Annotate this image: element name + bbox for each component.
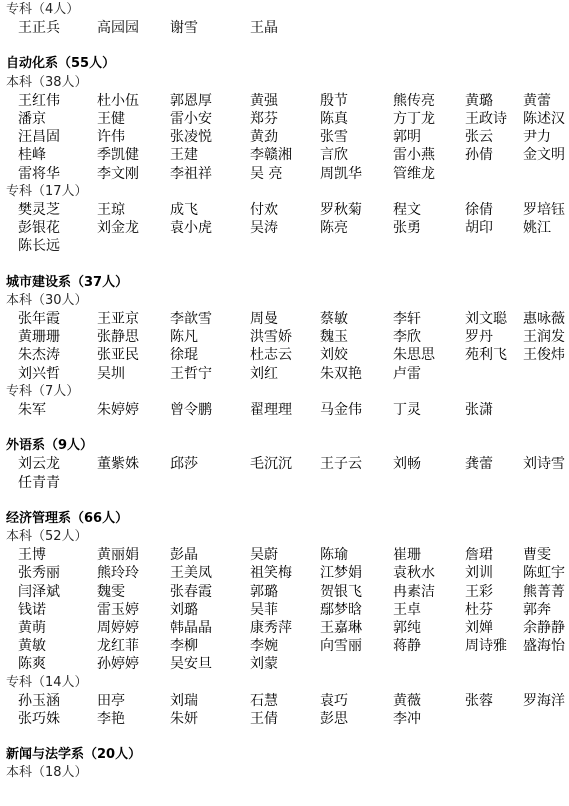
student-name: 李欣	[393, 329, 421, 346]
student-name: 雷将华	[18, 165, 60, 182]
student-name: 陈长远	[18, 238, 60, 255]
student-name: 郭璐	[250, 583, 278, 600]
student-name: 张春霞	[170, 583, 212, 600]
student-name: 刘姣	[320, 347, 348, 364]
student-name: 刘文聪	[465, 311, 507, 327]
student-name: 王嘉琳	[320, 620, 362, 636]
student-name: 崔珊	[393, 547, 421, 564]
student-name: 王卓	[393, 601, 421, 618]
student-name: 李柳	[170, 638, 198, 655]
student-name: 雷小安	[170, 111, 212, 127]
student-name: 韩晶晶	[170, 620, 212, 636]
student-name: 刘诗雪	[523, 456, 565, 473]
student-name: 樊灵芝	[18, 202, 60, 218]
student-name: 钱诺	[18, 601, 46, 618]
student-name: 王红伟	[18, 92, 60, 109]
program-label: 本科（30人）	[6, 292, 88, 308]
name-row	[0, 218, 569, 238]
student-name: 朱思思	[393, 347, 435, 364]
student-name: 郑芬	[250, 111, 278, 127]
student-name: 张潇	[465, 402, 493, 418]
student-name: 魏玉	[320, 329, 348, 346]
student-name: 金文明	[523, 147, 565, 164]
student-name: 曹雯	[523, 547, 551, 564]
student-name: 彭晶	[170, 547, 198, 564]
student-name: 王哲宁	[170, 365, 212, 382]
name-row	[0, 454, 569, 474]
student-name: 刘云龙	[18, 456, 60, 473]
student-name: 洪雪娇	[250, 329, 292, 346]
student-name: 孙倩	[465, 147, 493, 164]
student-name: 张勇	[393, 220, 421, 237]
student-name: 郭纯	[393, 620, 421, 636]
student-name: 殷节	[320, 92, 348, 109]
student-name: 翟理理	[250, 402, 292, 418]
student-name: 尹力	[523, 129, 551, 146]
program-subheading	[0, 73, 569, 93]
student-name: 李婉	[250, 638, 278, 655]
student-name: 陈爽	[18, 656, 46, 673]
student-name: 张蓉	[465, 692, 493, 709]
student-name: 李祖祥	[170, 165, 212, 182]
student-name: 吴 亮	[250, 165, 283, 182]
student-name: 张雪	[320, 129, 348, 146]
student-name: 刘婵	[465, 620, 493, 636]
student-name: 刘红	[250, 365, 278, 382]
student-name: 刘蒙	[250, 656, 278, 673]
student-name: 刘训	[465, 565, 493, 582]
student-name: 陈瑜	[320, 547, 348, 564]
program-label: 本科（38人）	[6, 74, 88, 90]
student-name: 付欢	[250, 202, 278, 218]
student-name: 李文刚	[97, 165, 139, 182]
student-name: 吴圳	[97, 365, 125, 382]
student-name: 黄强	[250, 92, 278, 109]
student-name: 丁灵	[393, 402, 421, 418]
name-row	[0, 691, 569, 711]
student-name: 张秀丽	[18, 565, 60, 582]
student-name: 卢雷	[393, 365, 421, 382]
student-name: 江梦娟	[320, 565, 362, 582]
student-name: 言欣	[320, 147, 348, 164]
student-name: 向雪丽	[320, 638, 362, 655]
student-name: 陈述汉	[523, 111, 565, 127]
name-row	[0, 600, 569, 620]
student-name: 蔡敏	[320, 311, 348, 327]
student-name: 毛沉沉	[250, 456, 292, 473]
name-row	[0, 91, 569, 111]
student-name: 罗海洋	[523, 692, 565, 709]
name-row	[0, 145, 569, 165]
student-name: 董紫姝	[97, 456, 139, 473]
program-label: 专科（17人）	[6, 183, 88, 199]
student-name: 陈亮	[320, 220, 348, 237]
student-name: 雷小燕	[393, 147, 435, 164]
name-row	[0, 327, 569, 347]
student-name: 王博	[18, 547, 46, 564]
name-row	[0, 309, 569, 329]
name-row	[0, 400, 569, 420]
student-name: 朱军	[18, 402, 46, 418]
student-name: 黄丽娟	[97, 547, 139, 564]
student-name: 徐琨	[170, 347, 198, 364]
student-name: 孙玉涵	[18, 692, 60, 709]
student-name: 黄珊珊	[18, 329, 60, 346]
name-row	[0, 200, 569, 220]
student-name: 黄薇	[393, 692, 421, 709]
program-label: 专科（7人）	[6, 383, 80, 399]
student-name: 季凯健	[97, 147, 139, 164]
student-name: 王建	[170, 147, 198, 164]
student-name: 盛海怡	[523, 638, 565, 655]
student-name: 王亚京	[97, 311, 139, 327]
name-row	[0, 473, 569, 493]
name-row	[0, 618, 569, 638]
student-name: 王美凤	[170, 565, 212, 582]
student-name: 许伟	[97, 129, 125, 146]
student-name: 蒋静	[393, 638, 421, 655]
name-row	[0, 563, 569, 583]
student-name: 刘瑞	[170, 692, 198, 709]
name-row	[0, 709, 569, 729]
name-row	[0, 345, 569, 365]
student-name: 朱杰涛	[18, 347, 60, 364]
student-name: 朱双艳	[320, 365, 362, 382]
department-title: 外语系（9人）	[6, 438, 94, 454]
department-heading	[0, 509, 569, 529]
program-subheading	[0, 382, 569, 402]
name-row	[0, 582, 569, 602]
student-name: 石慧	[250, 692, 278, 709]
student-name: 黄劲	[250, 129, 278, 146]
student-name: 吴涛	[250, 220, 278, 237]
student-name: 杜芬	[465, 601, 493, 618]
student-name: 任青青	[18, 474, 60, 491]
student-name: 黄璐	[465, 92, 493, 109]
student-name: 陈真	[320, 111, 348, 127]
student-name: 方丁龙	[393, 111, 435, 127]
student-name: 张巧姝	[18, 711, 60, 727]
student-name: 张年霞	[18, 311, 60, 327]
department-heading	[0, 273, 569, 293]
student-name: 吴蔚	[250, 547, 278, 564]
student-name: 高园园	[97, 20, 139, 37]
name-row	[0, 164, 569, 184]
student-name: 张云	[465, 129, 493, 146]
name-row	[0, 236, 569, 256]
student-name: 袁小虎	[170, 220, 212, 237]
program-label: 本科（18人）	[6, 765, 88, 781]
student-name: 惠咏薇	[523, 311, 565, 327]
student-name: 张静思	[97, 329, 139, 346]
student-name: 祖笑梅	[250, 565, 292, 582]
name-row	[0, 109, 569, 129]
name-row	[0, 18, 569, 38]
student-name: 汪昌固	[18, 129, 60, 146]
student-name: 贺银飞	[320, 583, 362, 600]
student-name: 余静静	[523, 620, 565, 636]
student-name: 熊菁菁	[523, 583, 565, 600]
program-label: 本科（52人）	[6, 529, 88, 544]
student-name: 李冲	[393, 711, 421, 727]
program-subheading	[0, 0, 569, 20]
program-label: 专科（14人）	[6, 674, 88, 690]
student-name: 吴安旦	[170, 656, 212, 673]
student-name: 周婷婷	[97, 620, 139, 636]
student-name: 曾令鹏	[170, 402, 212, 418]
student-name: 朱妍	[170, 711, 198, 727]
student-name: 苑利飞	[465, 347, 507, 364]
student-name: 罗培钰	[523, 202, 565, 218]
name-row	[0, 364, 569, 384]
student-name: 孙婷婷	[97, 656, 139, 673]
student-name: 徐倩	[465, 202, 493, 218]
student-name: 成飞	[170, 202, 198, 218]
student-name: 胡印	[465, 220, 493, 237]
student-name: 王润发	[523, 329, 565, 346]
student-name: 康秀萍	[250, 620, 292, 636]
student-name: 郭恩厚	[170, 92, 212, 109]
student-name: 李歆雪	[170, 311, 212, 327]
student-name: 程文	[393, 202, 421, 218]
student-name: 詹珺	[465, 547, 493, 564]
name-row	[0, 636, 569, 656]
department-heading	[0, 54, 569, 74]
student-name: 张亚民	[97, 347, 139, 364]
student-name: 魏雯	[97, 583, 125, 600]
student-name: 陈虹宇	[523, 565, 565, 582]
program-subheading	[0, 291, 569, 311]
student-name: 袁巧	[320, 692, 348, 709]
student-name: 王健	[97, 111, 125, 127]
student-name: 李轩	[393, 311, 421, 327]
name-row	[0, 654, 569, 674]
student-name: 李艳	[97, 711, 125, 727]
student-name: 朱婷婷	[97, 402, 139, 418]
student-name: 黄蕾	[523, 92, 551, 109]
student-name: 黄萌	[18, 620, 46, 636]
student-name: 田亭	[97, 692, 125, 709]
student-name: 王彩	[465, 583, 493, 600]
student-name: 黄敏	[18, 638, 46, 655]
student-name: 管维龙	[393, 165, 435, 182]
program-subheading	[0, 182, 569, 202]
student-name: 彭思	[320, 711, 348, 727]
student-name: 吴菲	[250, 601, 278, 618]
student-name: 杜志云	[250, 347, 292, 364]
student-name: 李赣湘	[250, 147, 292, 164]
name-row	[0, 545, 569, 565]
student-name: 闫泽斌	[18, 583, 60, 600]
department-title: 自动化系（55人）	[6, 56, 116, 72]
student-name: 邱莎	[170, 456, 198, 473]
program-subheading	[0, 527, 569, 547]
student-name: 王政诗	[465, 111, 507, 127]
student-name: 刘兴哲	[18, 365, 60, 382]
student-name: 彭银花	[18, 220, 60, 237]
student-name: 刘畅	[393, 456, 421, 473]
student-name: 刘璐	[170, 601, 198, 618]
name-row	[0, 127, 569, 147]
student-name: 谢雪	[170, 20, 198, 37]
student-name: 冉素洁	[393, 583, 435, 600]
department-title: 经济管理系（66人）	[6, 510, 129, 526]
student-name: 周曼	[250, 311, 278, 327]
student-name: 王俊炜	[523, 347, 565, 364]
student-name: 龚蕾	[465, 456, 493, 473]
student-name: 罗丹	[465, 329, 493, 346]
student-name: 王琼	[97, 202, 125, 218]
student-name: 马金伟	[320, 402, 362, 418]
student-name: 王子云	[320, 456, 362, 473]
student-name: 姚江	[523, 220, 551, 237]
student-name: 龙红菲	[97, 638, 139, 655]
student-name: 王晶	[250, 20, 278, 37]
student-name: 周凯华	[320, 165, 362, 182]
program-subheading	[0, 673, 569, 693]
student-name: 刘金龙	[97, 220, 139, 237]
student-name: 周诗雅	[465, 638, 507, 655]
student-name: 王倩	[250, 711, 278, 727]
student-name: 郭明	[393, 129, 421, 146]
student-name: 熊玲玲	[97, 565, 139, 582]
student-name: 陈凡	[170, 329, 198, 346]
student-name: 鄢梦晗	[320, 601, 362, 618]
department-heading	[0, 745, 569, 765]
department-heading	[0, 436, 569, 456]
student-name: 张凌悦	[170, 129, 212, 146]
department-title: 新闻与法学系（20人）	[6, 747, 142, 763]
program-subheading	[0, 763, 569, 783]
student-name: 郭奔	[523, 601, 551, 618]
student-name: 王正兵	[18, 20, 60, 37]
student-name: 雷玉婷	[97, 601, 139, 618]
student-name: 杜小伍	[97, 92, 139, 109]
department-title: 城市建设系（37人）	[6, 274, 129, 290]
student-name: 潘京	[18, 111, 46, 127]
student-name: 桂峰	[18, 147, 46, 164]
program-label: 专科（4人）	[6, 2, 80, 17]
student-name: 罗秋菊	[320, 202, 362, 218]
student-name: 熊传亮	[393, 92, 435, 109]
student-name: 袁秋水	[393, 565, 435, 582]
